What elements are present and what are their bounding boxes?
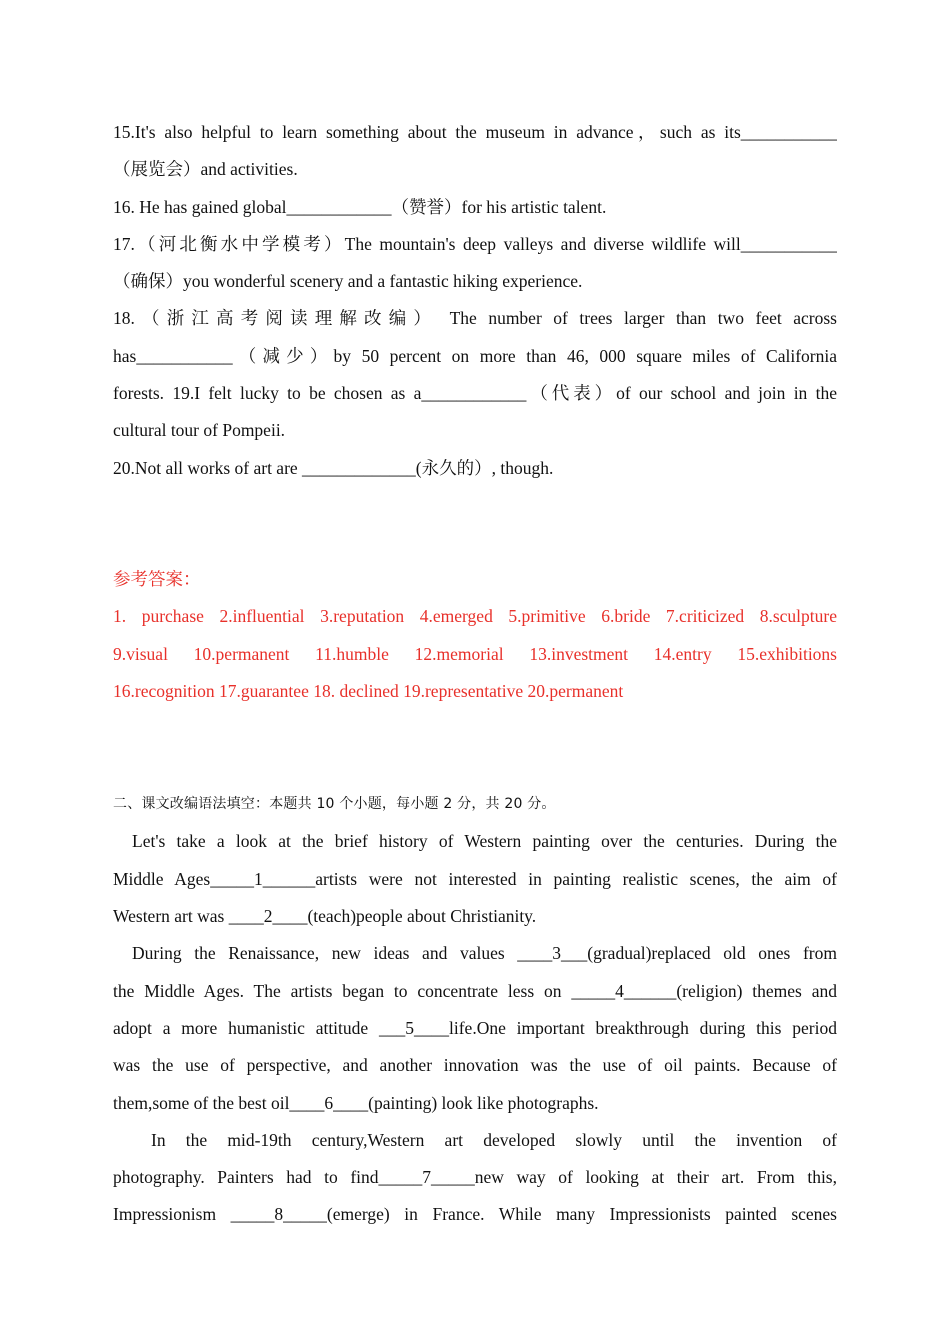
document-page bbox=[113, 114, 837, 1234]
paragraph-1 bbox=[113, 823, 837, 935]
paragraph-line: was the use of perspective, and another innovation was the use of oil paints. Because of bbox=[113, 1055, 837, 1076]
paragraph-line: adopt a more humanistic attitude ___5____life.One important breakthrough during this period bbox=[113, 1017, 837, 1038]
question-line: forests. 19.I felt lucky to be chosen as a____________（代表）of our school and join in the bbox=[113, 383, 837, 404]
section-2 bbox=[113, 786, 837, 1234]
question-line: 20.Not all works of art are _____________(永久的）, though. bbox=[113, 457, 554, 478]
question-line: 15.It's also helpful to learn something about the museum in advance，such as its___________ bbox=[113, 122, 837, 142]
question-line: has___________（减少）by 50 percent on more than 46, 000 square miles of California bbox=[113, 345, 837, 366]
question-line: （展览会）and activities. bbox=[113, 159, 298, 180]
answer-line: 16.recognition 17.guarantee 18. declined 19.representative 20.permanent bbox=[113, 680, 624, 701]
paragraph-line: In the mid-19th century,Western art developed slowly until the invention of bbox=[151, 1129, 837, 1150]
paragraph-line: the Middle Ages. The artists began to concentrate less on _____4______(religion) themes and bbox=[113, 980, 837, 1001]
paragraph-3 bbox=[113, 1122, 837, 1234]
question-line: 17.（河北衡水中学模考）The mountain's deep valleys and diverse wildlife will___________ bbox=[113, 233, 837, 254]
answer-key bbox=[113, 561, 837, 710]
answer-line: 1. purchase 2.influential 3.reputation 4.emerged 5.primitive 6.bride 7.criticized 8.sculpture bbox=[113, 606, 837, 627]
question-line: cultural tour of Pompeii. bbox=[113, 420, 286, 441]
question-16 bbox=[113, 189, 837, 226]
answer-line: 9.visual 10.permanent 11.humble 12.memorial 13.investment 14.entry 15.exhibitions bbox=[113, 643, 837, 664]
paragraph-2 bbox=[113, 935, 837, 1121]
paragraph-line: Let's take a look at the brief history of Western painting over the centuries. During the bbox=[132, 831, 837, 852]
paragraph-line: photography. Painters had to find_____7_____new way of looking at their art. From this, bbox=[113, 1167, 837, 1188]
paragraph-line: Impressionism _____8_____(emerge) in France. While many Impressionists painted scenes bbox=[113, 1204, 837, 1225]
question-18-19 bbox=[113, 300, 837, 449]
paragraph-line: them,some of the best oil____6____(painting) look like photographs. bbox=[113, 1092, 599, 1113]
question-20 bbox=[113, 450, 837, 487]
spacer bbox=[113, 487, 837, 561]
question-line: 18.（浙江高考阅读理解改编） The number of trees larger than two feet across bbox=[113, 308, 837, 329]
section-title: 二、课文改编语法填空：本题共 10 个小题，每小题 2 分，共 20 分。 bbox=[113, 796, 556, 813]
answer-heading: 参考答案： bbox=[113, 568, 201, 589]
question-line: （确保）you wonderful scenery and a fantastic hiking experience. bbox=[113, 271, 583, 292]
paragraph-line: Western art was ____2____(teach)people about Christianity. bbox=[113, 906, 537, 927]
paragraph-line: Middle Ages_____1______artists were not interested in painting realistic scenes, the aim of bbox=[113, 868, 837, 889]
question-line: 16. He has gained global____________（赞誉）for his artistic talent. bbox=[113, 196, 607, 217]
question-17 bbox=[113, 226, 837, 301]
spacer bbox=[113, 710, 837, 786]
paragraph-line: During the Renaissance, new ideas and values ____3___(gradual)replaced old ones from bbox=[132, 943, 837, 964]
question-15 bbox=[113, 114, 837, 189]
